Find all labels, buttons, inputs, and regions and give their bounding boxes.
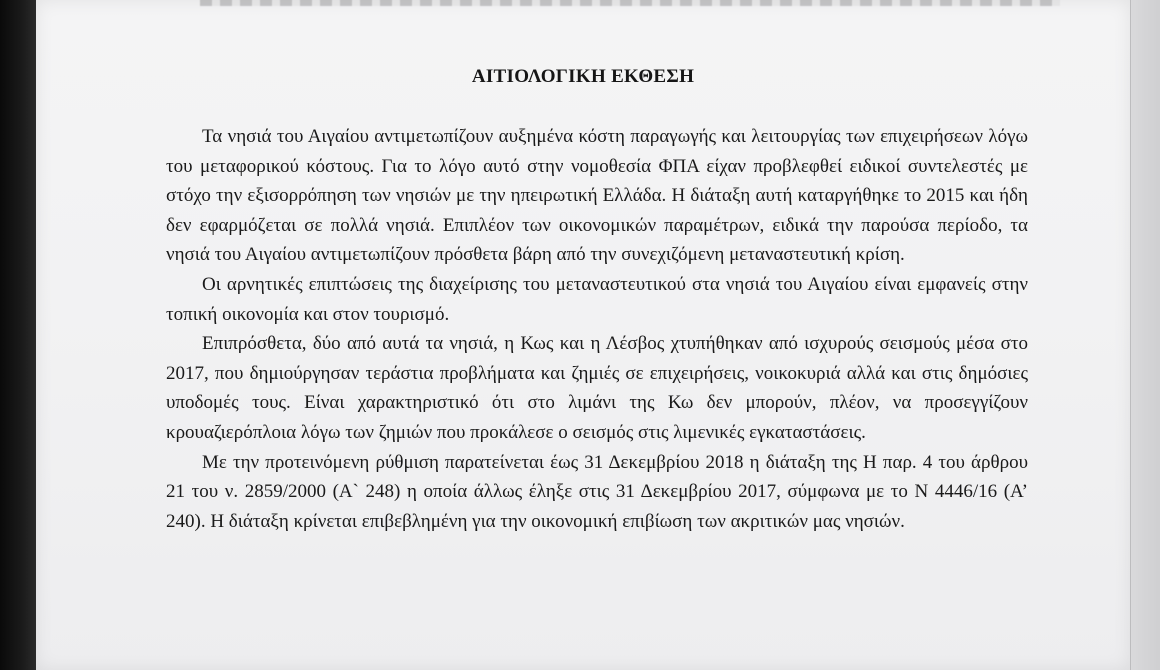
dark-background-left bbox=[0, 0, 36, 670]
paragraph-4: Με την προτεινόμενη ρύθμιση παρατείνεται έως 31 Δεκεμβρίου 2018 η διάταξη της Η παρ. 4 του άρθρου 21 του ν. 2859/2000 (Α` 248) η οποία άλλως έληξε στις 31 Δεκεμβρίου 2017, σύμφωνα με το Ν 4446/16 (Α’ 240). Η διάταξη κρίνεται επιβεβλημένη για την οικονομική επιβίωση των ακριτικών μας νησιών. bbox=[166, 451, 1028, 532]
document-title: ΑΙΤΙΟΛΟΓΙΚΗ ΕΚΘΕΣΗ bbox=[471, 66, 695, 87]
paragraph-2: Οι αρνητικές επιπτώσεις της διαχείρισης του μεταναστευτικού στα νησιά του Αιγαίου είναι εμφανείς στην τοπική οικονομία και στον τουρισμό. bbox=[166, 273, 1028, 325]
paragraph-3: Επιπρόσθετα, δύο από αυτά τα νησιά, η Κως και η Λέσβος χτυπήθηκαν από ισχυρούς σεισμούς μέσα στο 2017, που δημιούργησαν τεράστια προβλήματα και ζημιές σε επιχειρήσεις, νοικοκυριά αλλά και στις δημόσιες υποδομές τους. Είναι χαρακτηριστικό ότι στο λιμάνι της Κω δεν μπορούν, πλέον, να προσεγγίζουν κρουαζιερόπλοια λόγω των ζημιών που προκάλεσε ο σεισμός στις λιμενικές εγκαταστάσεις. bbox=[166, 333, 1028, 443]
paragraph-1: Τα νησιά του Αιγαίου αντιμετωπίζουν αυξημένα κόστη παραγωγής και λειτουργίας των επιχειρήσεων λόγω του μεταφορικού κόστους. Για το λόγο αυτό στην νομοθεσία ΦΠΑ είχαν προβλεφθεί ειδικοί συντελεστές με στόχο την εξισορρόπηση των νησιών με την ηπειρωτική Ελλάδα. Η διάταξη αυτή καταργήθηκε το 2015 και ήδη δεν εφαρμόζεται σε πολλά νησιά. Επιπλέον των οικονομικών παραμέτρων, ειδικά την παρούσα περίοδο, τα νησιά του Αιγαίου αντιμετωπίζουν πρόσθετα βάρη από την συνεχιζόμενη μεταναστευτική κρίση. bbox=[166, 126, 1028, 266]
document-body bbox=[166, 122, 1028, 536]
page-edge-right bbox=[1130, 0, 1160, 670]
previous-page-text-bleed bbox=[200, 0, 1060, 6]
